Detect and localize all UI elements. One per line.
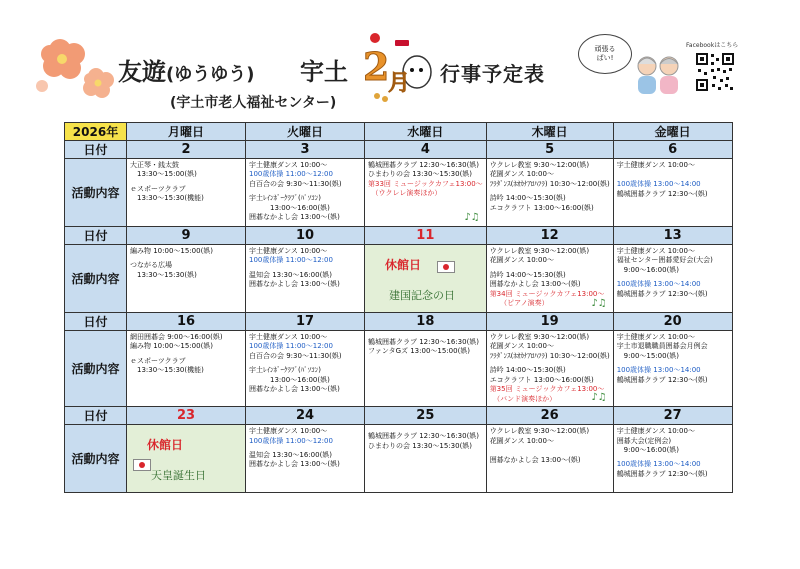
date-label: 日付 [65,313,127,331]
plum-blossom-icon [30,30,120,102]
activity-label: 活動内容 [65,331,127,407]
activity-label: 活動内容 [65,245,127,313]
event-item: 第35回 ミュージックカフェ13:00～ [489,385,605,394]
event-item: 囲碁なかよし会 13:00～(娯) [249,460,340,469]
date-thursday: 5 [486,141,613,159]
event-item: 鶴城囲碁クラブ 12:30～(娯) [616,189,708,198]
event-item: 鶴城囲碁クラブ 12:30～16:30(娯) [368,338,480,346]
date-row [65,141,733,159]
year-cell: 2026年 [65,123,127,141]
event-item: 編み物 10:00～15:00(娯) [130,247,214,255]
date-friday: 13 [613,227,732,245]
bubble-line-1: 頑張る [594,44,616,53]
event-item: 白百合の会 9:30～11:30(娯) [249,179,342,188]
event-item: ｅスポーツクラブ [130,356,186,365]
qr-code-icon[interactable] [695,52,735,92]
activity-cell-monday [127,331,246,407]
activity-cell-monday [127,159,246,227]
weekday-tuesday: 火曜日 [246,123,365,141]
center-name-kana: (ゆうゆう) [166,64,255,85]
event-item: ﾌﾗﾀﾞﾝｽ(ﾎｵｶﾅｱﾛﾊﾌﾗ) 10:30～12:00(娯) [489,351,610,360]
event-item: 9:00～16:00(娯) [616,265,680,274]
event-item: 宇土健康ダンス 10:00～ [249,427,328,436]
event-item: 鶴城囲碁クラブ 12:30～(娯) [616,375,708,384]
activity-row [65,331,733,407]
activity-cell-wednesday [365,245,487,313]
speech-bubble [578,34,632,74]
event-item: エコクラフト 13:00～16:00(娯) [489,375,594,384]
activity-cell-friday [613,159,732,227]
event-item: ｅスポーツクラブ [130,184,186,193]
music-notes-icon: ♪♫ [591,297,607,309]
date-thursday: 12 [486,227,613,245]
event-item: 100歳体操 11:00～12:00 [249,256,333,265]
event-item: 宇土ﾚｲﾝﾎﾞｰｸﾗﾌﾞ(ﾊﾟｿｺﾝ) [249,194,321,203]
date-row [65,407,733,425]
music-notes-icon: ♪♫ [591,391,607,403]
event-item: ﾌﾗﾀﾞﾝｽ(ﾎｵｶﾅｱﾛﾊﾌﾗ) 10:30～12:00(娯) [489,179,610,188]
event-item: 13:30～15:30(娯) [130,270,197,279]
activity-cell-friday [613,245,732,313]
date-tuesday: 3 [246,141,365,159]
event-item: 13:30～15:30(機能) [130,194,204,203]
date-friday: 27 [613,407,732,425]
activity-row [65,425,733,493]
japan-flag-icon [133,459,151,471]
event-item: 福祉センター囲碁愛好会(大会) [616,256,713,265]
date-monday: 2 [127,141,246,159]
weekday-thursday: 木曜日 [486,123,613,141]
facebook-label: Facebookはこちら [686,42,739,49]
event-item: 100歳体操 11:00～12:00 [249,436,333,445]
activity-cell-wednesday [365,159,487,227]
event-item: 囲碁なかよし会 13:00～(娯) [489,280,581,289]
center-name [118,52,254,87]
activity-cell-tuesday [246,331,365,407]
event-item: 100歳体操 13:00～14:00 [616,280,701,289]
event-item: ファンタGズ 13:00～15:00(娯) [368,347,471,356]
event-item: 鶴城囲碁クラブ 12:30～(娯) [616,289,708,298]
elderly-couple-icon [632,52,684,96]
event-item: 囲碁なかよし会 13:00～(娯) [249,213,340,222]
holiday-note: 天皇誕生日 [151,469,206,483]
event-item: 温知会 13:30～16:00(娯) [249,270,333,279]
event-item: 大正琴・銭太鼓 [130,161,179,169]
event-item: 宇土健康ダンス 10:00～ [616,247,695,255]
event-item: ウクレレ教室 9:30～12:00(娯) [489,161,590,169]
event-item: （バンド演奏ほか） [489,394,557,403]
date-label: 日付 [65,227,127,245]
event-item: 花園ダンス 10:00～ [489,256,554,265]
date-thursday: 19 [486,313,613,331]
event-item: 宇土ﾚｲﾝﾎﾞｰｸﾗﾌﾞ(ﾊﾟｿｺﾝ) [249,366,321,375]
event-item: 網田囲碁会 9:00～16:00(娯) [130,333,223,341]
date-wednesday: 25 [365,407,487,425]
event-item: 囲碁なかよし会 13:00～(娯) [249,280,340,289]
event-item: 詩吟 14:00～15:30(娯) [489,270,566,279]
event-item: 鶴城囲碁クラブ 12:30～16:30(娯) [368,161,480,169]
activity-label: 活動内容 [65,159,127,227]
activity-row [65,159,733,227]
weekday-header-row [65,123,733,141]
weekday-wednesday: 水曜日 [365,123,487,141]
holiday-note: 建国記念の日 [389,289,455,302]
activity-cell-wednesday [365,425,487,493]
event-item: ウクレレ教室 9:30～12:00(娯) [489,333,590,341]
schedule-title: 行事予定表 [440,62,545,86]
event-item: 詩吟 14:00～15:30(娯) [489,194,566,203]
date-label: 日付 [65,407,127,425]
event-item: 囲碁なかよし会 13:00～(娯) [249,385,340,394]
event-item: 鶴城囲碁クラブ 12:30～(娯) [616,469,708,478]
event-item: 第34回 ミュージックカフェ13:00～ [489,289,605,298]
city-name: 宇土 [300,58,348,86]
month-number: 2 [363,44,390,89]
date-tuesday: 24 [246,407,365,425]
center-name-kanji: 友遊 [118,58,166,86]
event-item: 宇土健康ダンス 10:00～ [249,247,328,255]
activity-cell-tuesday [246,245,365,313]
event-item: 鶴城囲碁クラブ 12:30～16:30(娯) [368,432,480,441]
activity-cell-thursday [486,425,613,493]
date-monday: 16 [127,313,246,331]
event-item: 100歳体操 11:00～12:00 [249,342,333,351]
event-item: 宇土健康ダンス 10:00～ [616,333,695,341]
event-item: 宇土健康ダンス 10:00～ [249,333,328,341]
event-item: 温知会 13:30～16:00(娯) [249,450,333,459]
event-item: エコクラフト 13:00～16:00(娯) [489,203,594,212]
date-row [65,313,733,331]
music-notes-icon: ♪♫ [464,211,480,223]
event-item: 囲碁なかよし会 13:00～(娯) [489,455,581,464]
activity-cell-monday [127,245,246,313]
event-item: 白百合の会 9:30～11:30(娯) [249,351,342,360]
date-wednesday: 11 [365,227,487,245]
date-label: 日付 [65,141,127,159]
event-item: 第33回 ミュージックカフェ13:00～ [368,179,483,188]
event-item: 13:00～16:00(娯) [249,375,330,384]
event-item: （ウクレレ演奏ほか） [368,189,442,198]
event-item: 宇土健康ダンス 10:00～ [249,161,328,169]
holiday-title: 休館日 [147,438,184,453]
event-item: ウクレレ教室 9:30～12:00(娯) [489,427,590,436]
event-calendar-table [64,122,733,493]
event-item: ひまわりの会 13:30～15:30(娯) [368,170,473,179]
activity-label: 活動内容 [65,425,127,493]
japan-flag-icon [437,261,455,273]
event-item: 9:00～16:00(娯) [616,445,680,454]
weekday-friday: 金曜日 [613,123,732,141]
date-tuesday: 10 [246,227,365,245]
activity-cell-wednesday [365,331,487,407]
date-friday: 6 [613,141,732,159]
event-item: ひまわりの会 13:30～15:30(娯) [368,441,473,450]
month-char: 月 [388,71,411,96]
event-item: 100歳体操 13:00～14:00 [616,366,701,375]
event-item: 宇土健康ダンス 10:00～ [616,427,695,436]
event-item: 100歳体操 13:00～14:00 [616,180,701,189]
event-item: 100歳体操 11:00～12:00 [249,170,333,179]
event-item: ウクレレ教室 9:30～12:00(娯) [489,247,590,255]
activity-cell-thursday [486,245,613,313]
date-thursday: 26 [486,407,613,425]
event-item: 花園ダンス 10:00～ [489,342,554,351]
bubble-line-2: ばい! [596,54,614,62]
event-item: 花園ダンス 10:00～ [489,436,554,445]
activity-row [65,245,733,313]
weekday-monday: 月曜日 [127,123,246,141]
activity-cell-friday [613,425,732,493]
date-friday: 20 [613,313,732,331]
activity-cell-thursday [486,331,613,407]
holiday-title: 休館日 [385,258,422,272]
event-item: 編み物 10:00～15:00(娯) [130,342,214,351]
event-item: 囲碁大会(定例会) [616,436,672,445]
center-subtitle: (宇土市老人福祉センター) [170,95,337,111]
event-item: 花園ダンス 10:00～ [489,170,554,179]
activity-cell-thursday [486,159,613,227]
event-item: 9:00～15:00(娯) [616,351,680,360]
event-item: つながる広場 [130,261,172,270]
activity-cell-monday [127,425,246,493]
date-row [65,227,733,245]
activity-cell-tuesday [246,425,365,493]
event-item: 13:00～16:00(娯) [249,203,330,212]
event-item: （ピアノ演奏） [489,299,549,308]
event-item: 宇土健康ダンス 10:00～ [616,161,695,169]
date-monday: 9 [127,227,246,245]
date-wednesday: 4 [365,141,487,159]
activity-cell-tuesday [246,159,365,227]
date-monday: 23 [127,407,246,425]
date-wednesday: 18 [365,313,487,331]
activity-cell-friday [613,331,732,407]
event-item: 宇土市退職職員囲碁会月例会 [616,342,708,351]
event-item: 13:30～15:30(機能) [130,366,204,375]
event-item: 13:30～15:00(娯) [130,170,197,179]
event-item: 詩吟 14:00～15:30(娯) [489,366,566,375]
date-tuesday: 17 [246,313,365,331]
event-item: 100歳体操 13:00～14:00 [616,460,701,469]
